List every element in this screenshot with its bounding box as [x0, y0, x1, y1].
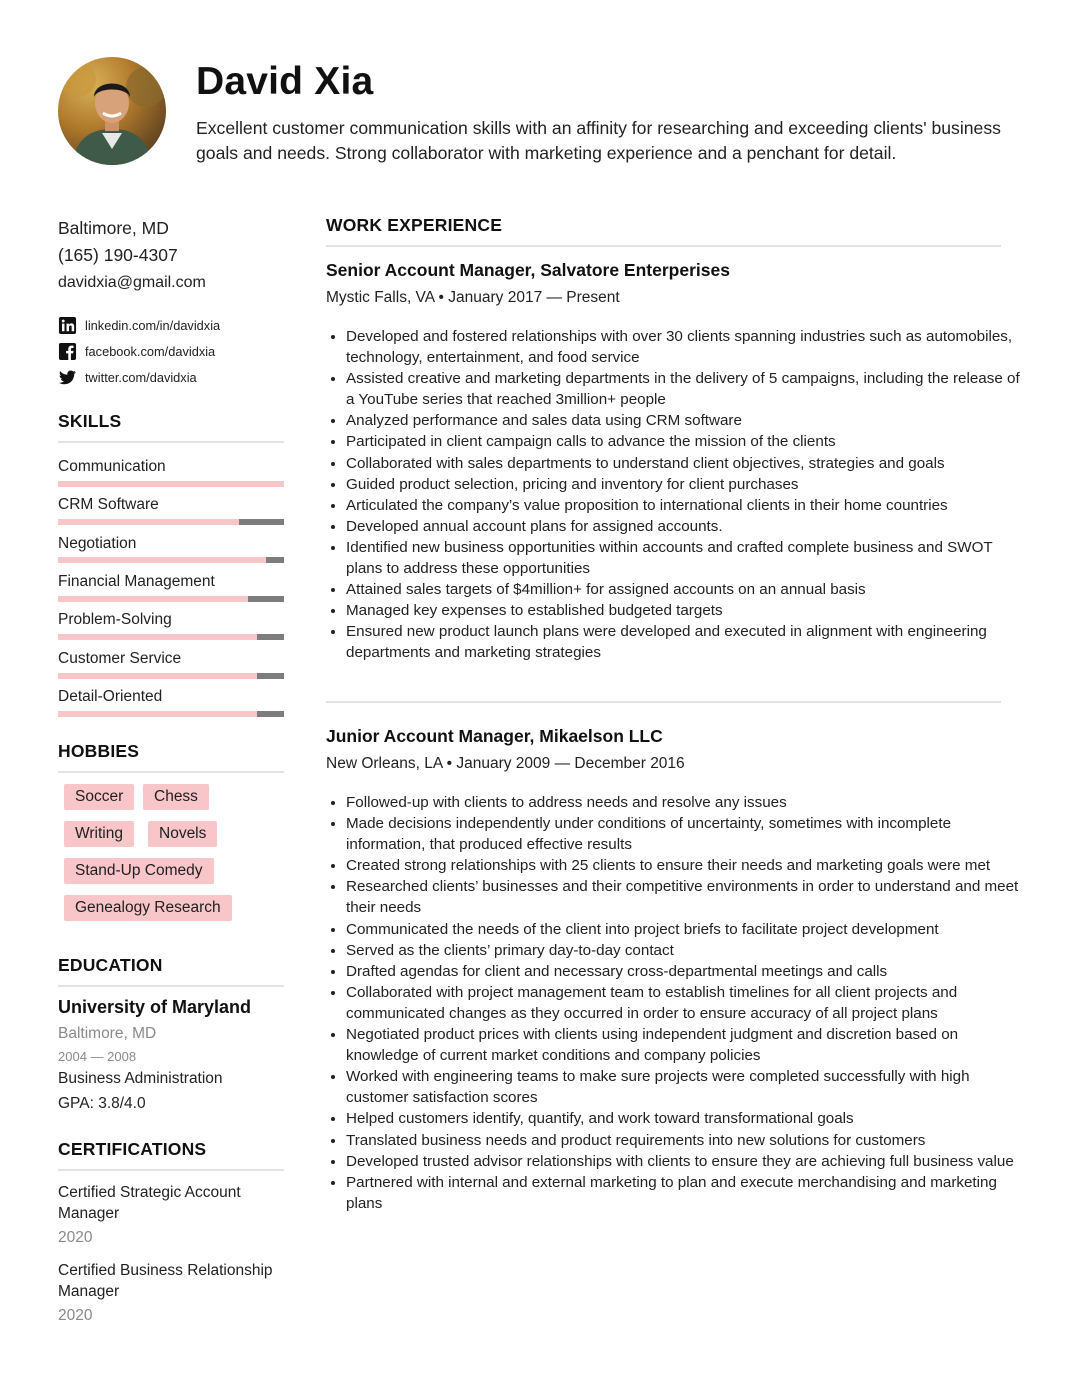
skill-label: Detail-Oriented — [58, 688, 163, 705]
contact-phone[interactable]: (165) 190-4307 — [58, 245, 178, 265]
skill-bar-fill — [58, 634, 257, 640]
job-bullet: • Guided product selection, pricing and inventory for client purchases — [346, 474, 1026, 495]
job-bullet: • Identified new business opportunities within accounts and crafted complete business and SWOT plans to address these opportunities — [346, 537, 1026, 579]
hobby-tag: Stand-Up Comedy — [64, 858, 214, 884]
hobby-tag: Writing — [64, 821, 134, 847]
hobbies-divider — [58, 771, 284, 773]
job-bullet: • Articulated the company’s value proposition to international clients in their home countries — [346, 495, 1026, 516]
job-meta: New Orleans, LA • January 2009 — December 2016 — [326, 755, 685, 772]
hobby-tag: Soccer — [64, 784, 134, 810]
skill-label: Financial Management — [58, 573, 215, 590]
skill-bar-fill — [58, 673, 257, 679]
certification-name: Certified Business Relationship Manager — [58, 1262, 273, 1300]
job-bullet: • Made decisions independently under conditions of uncertainty, sometimes with incomplete information, that produced effective results — [346, 813, 1026, 855]
job-bullet: • Followed-up with clients to address needs and resolve any issues — [346, 792, 1026, 813]
skill-bar-fill — [58, 711, 257, 717]
skill-bar-fill — [58, 557, 266, 563]
candidate-name: David Xia — [196, 60, 374, 103]
certification-name: Certified Strategic Account Manager — [58, 1184, 241, 1222]
education-years: 2004 — 2008 — [58, 1049, 137, 1064]
skills-divider — [58, 441, 284, 443]
job-bullet: • Researched clients’ businesses and their competitive environments in order to understand and meet their needs — [346, 876, 1026, 918]
education-location: Baltimore, MD — [58, 1025, 157, 1042]
profile-photo — [58, 57, 166, 165]
hobby-tag: Chess — [143, 784, 209, 810]
skill-bar-fill — [58, 519, 239, 525]
certification-year: 2020 — [58, 1229, 93, 1246]
certification-year: 2020 — [58, 1307, 93, 1324]
skill-bar — [58, 634, 284, 640]
hobby-tag: Genealogy Research — [64, 895, 232, 921]
job-bullet: • Partnered with internal and external marketing to plan and execute merchandising and marketing plans — [346, 1172, 1026, 1214]
job-bullet: • Developed annual account plans for assigned accounts. — [346, 516, 1026, 537]
job-bullet: • Analyzed performance and sales data using CRM software — [346, 410, 1026, 431]
skill-label: Customer Service — [58, 650, 182, 667]
education-heading: EDUCATION — [58, 955, 163, 975]
facebook-icon — [58, 342, 77, 361]
job-bullet: • Communicated the needs of the client into project briefs to facilitate project development — [346, 919, 1026, 940]
job-bullet: • Created strong relationships with 25 clients to ensure their needs and marketing goals were met — [346, 855, 1026, 876]
job-bullet: • Collaborated with project management team to establish timelines for all client projects and communicated changes as they occurred in order to ensure accuracy of all project plans — [346, 982, 1026, 1024]
skill-bar — [58, 481, 284, 487]
job-bullet: • Developed and fostered relationships with over 30 clients spanning industries such as automobiles, technology, entertainment, and food service — [346, 326, 1026, 368]
job-bullets — [326, 326, 1026, 664]
job-meta: Mystic Falls, VA • January 2017 — Present — [326, 289, 620, 306]
job-bullet: • Worked with engineering teams to make sure projects were completed successfully with high customer satisfaction scores — [346, 1066, 1026, 1108]
job-bullet: • Collaborated with sales departments to understand client objectives, strategies and goals — [346, 453, 1026, 474]
skills-heading: SKILLS — [58, 411, 122, 431]
job-bullet: • Assisted creative and marketing departments in the delivery of 5 campaigns, including the release of a YouTube series that reached 3million+ people — [346, 368, 1026, 410]
job-title: Senior Account Manager, Salvatore Enterperises — [326, 260, 730, 280]
job-divider — [326, 701, 1001, 703]
work-experience-divider — [326, 245, 1001, 247]
job-title: Junior Account Manager, Mikaelson LLC — [326, 726, 663, 746]
job-bullet: • Developed trusted advisor relationships with clients to ensure they are achieving full business value — [346, 1151, 1026, 1172]
social-link-linkedin[interactable] — [58, 316, 220, 335]
job-bullet: • Helped customers identify, quantify, and work toward transformational goals — [346, 1108, 1026, 1129]
skill-bar — [58, 711, 284, 717]
skill-bar — [58, 557, 284, 563]
social-link-twitter[interactable] — [58, 368, 197, 387]
education-degree: Business Administration — [58, 1070, 223, 1087]
skill-label: Communication — [58, 458, 166, 475]
education-school: University of Maryland — [58, 997, 252, 1017]
social-text-linkedin: linkedin.com/in/davidxia — [85, 318, 221, 333]
contact-location: Baltimore, MD — [58, 218, 169, 238]
education-divider — [58, 985, 284, 987]
linkedin-icon — [58, 316, 77, 335]
job-bullet: • Attained sales targets of $4million+ for assigned accounts on an annual basis — [346, 579, 1026, 600]
skill-bar — [58, 673, 284, 679]
education-gpa: GPA: 3.8/4.0 — [58, 1095, 146, 1112]
social-link-facebook[interactable] — [58, 342, 215, 361]
job-bullet: • Drafted agendas for client and necessary cross-departmental meetings and calls — [346, 961, 1026, 982]
job-bullet: • Ensured new product launch plans were developed and executed in alignment with engineering departments and marketing strategies — [346, 621, 1026, 663]
skill-label: CRM Software — [58, 496, 159, 513]
skill-label: Problem-Solving — [58, 611, 172, 628]
job-bullets — [326, 792, 1026, 1214]
hobby-tag: Novels — [148, 821, 217, 847]
contact-email[interactable]: davidxia@gmail.com — [58, 274, 206, 291]
twitter-icon — [58, 368, 77, 387]
social-text-facebook: facebook.com/davidxia — [85, 344, 216, 359]
hobbies-heading: HOBBIES — [58, 741, 140, 761]
job-bullet: • Translated business needs and product requirements into new solutions for customers — [346, 1130, 1026, 1151]
skill-bar-fill — [58, 596, 248, 602]
skill-bar — [58, 519, 284, 525]
skill-bar — [58, 596, 284, 602]
work-experience-heading: WORK EXPERIENCE — [326, 215, 503, 235]
skill-bar-fill — [58, 481, 284, 487]
profile-summary: Excellent customer communication skills with an affinity for researching and exceeding clients' business goals and needs. Strong collaborator with marketing experience and a penchant for detail. — [196, 118, 1001, 163]
certifications-heading: CERTIFICATIONS — [58, 1139, 207, 1159]
job-bullet: • Negotiated product prices with clients using independent judgment and discretion based on knowledge of current market conditions and company policies — [346, 1024, 1026, 1066]
job-bullet: • Managed key expenses to established budgeted targets — [346, 600, 1026, 621]
skill-label: Negotiation — [58, 535, 137, 552]
social-text-twitter: twitter.com/davidxia — [85, 370, 197, 385]
profile-photo-art — [58, 57, 166, 165]
job-bullet: • Served as the clients’ primary day-to-day contact — [346, 940, 1026, 961]
certifications-divider — [58, 1169, 284, 1171]
job-bullet: • Participated in client campaign calls to advance the mission of the clients — [346, 431, 1026, 452]
